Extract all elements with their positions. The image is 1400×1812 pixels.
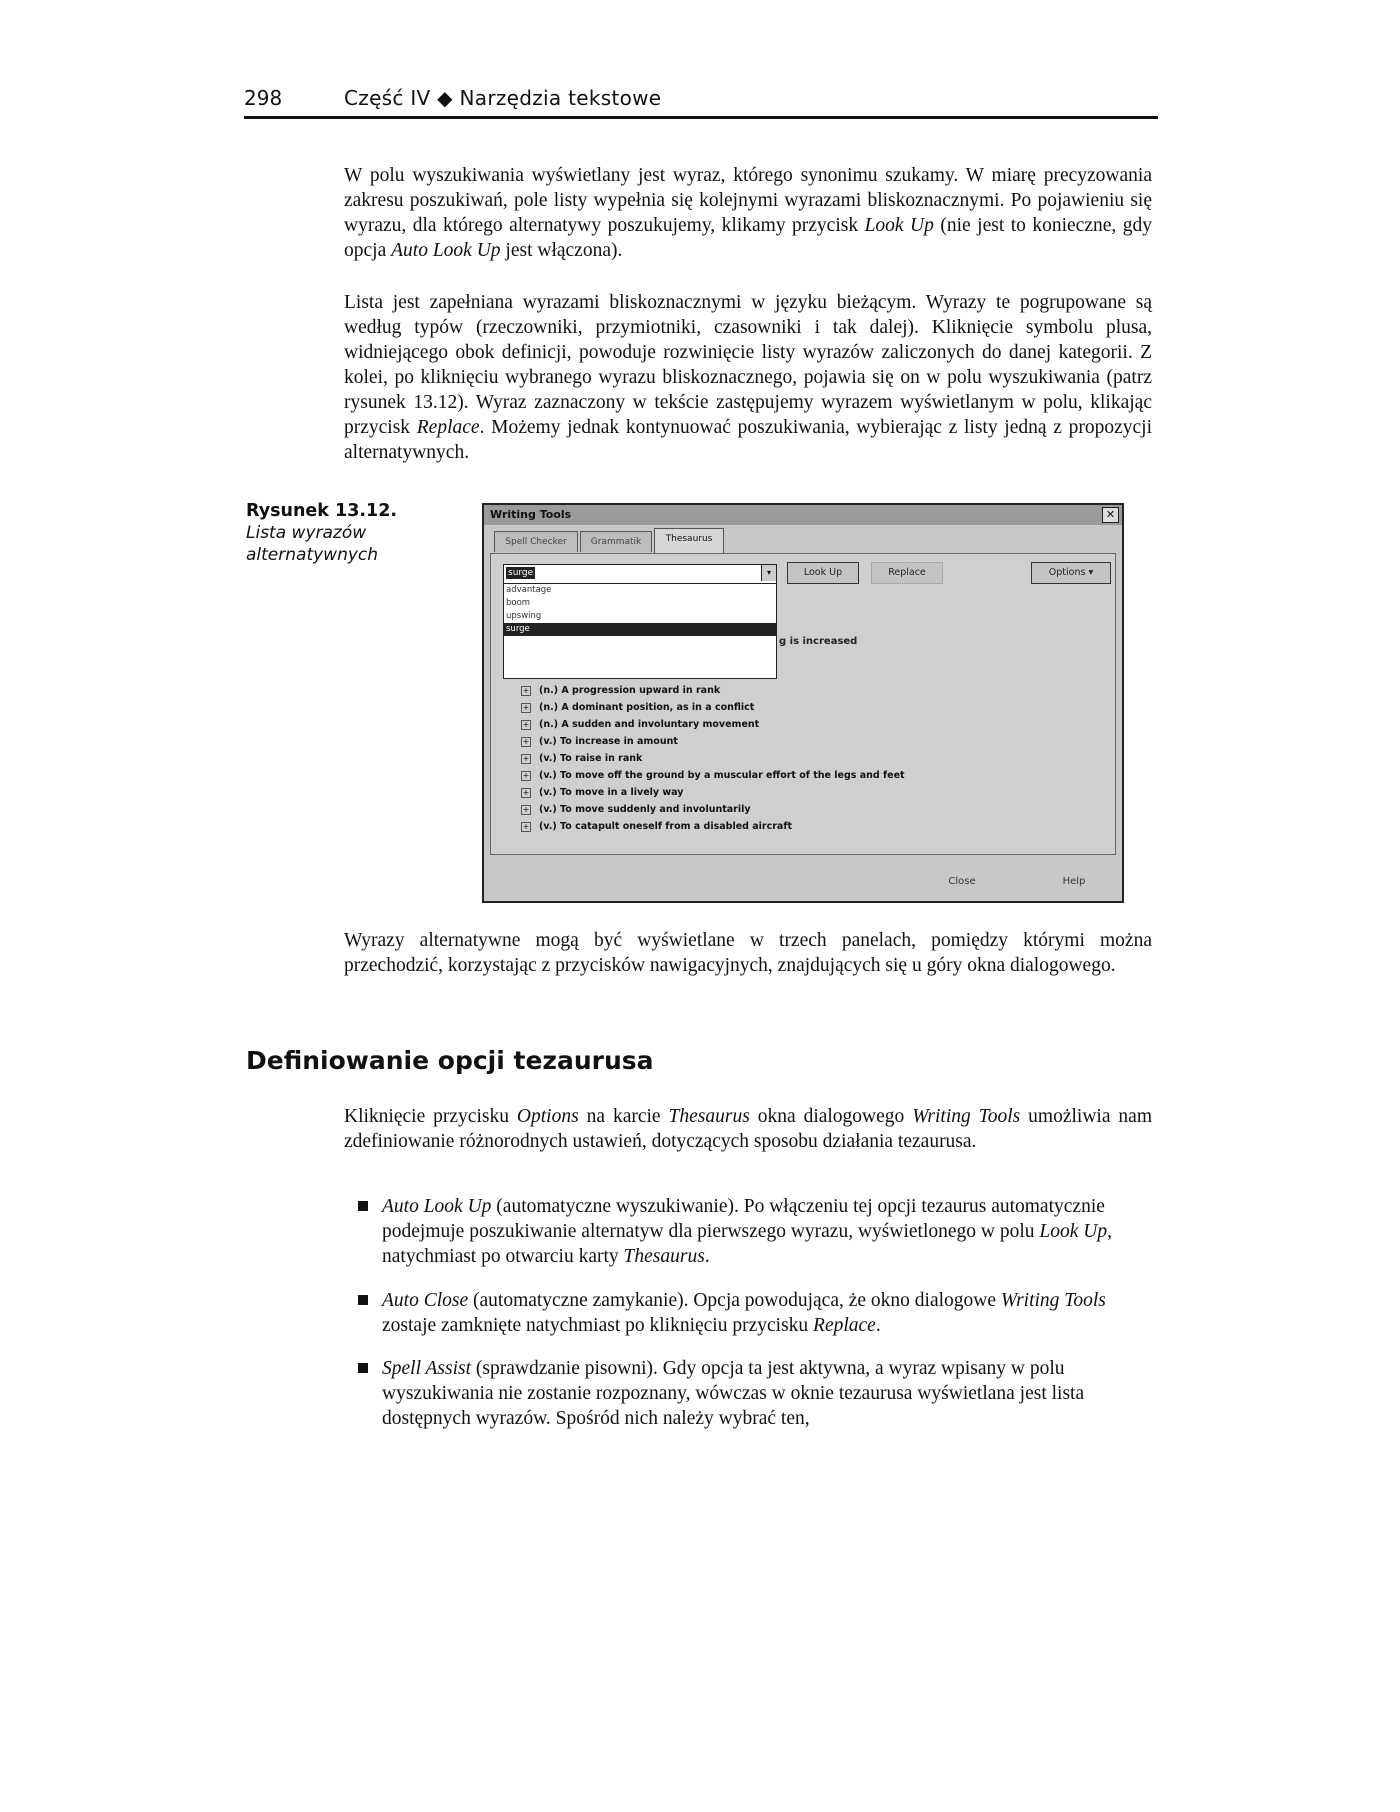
bullet-2-text-a: (automatyczne zamykanie). Opcja powodująca, że okno dialogowe — [468, 1290, 1001, 1311]
definition-row[interactable] — [521, 682, 1101, 699]
paragraph-4-text-c: okna dialogowego — [749, 1106, 913, 1127]
section-title: Definiowanie opcji tezaurusa — [246, 1046, 654, 1075]
definition-row[interactable] — [521, 733, 1101, 750]
plus-icon[interactable]: + — [522, 702, 530, 712]
figure-caption-line-2: alternatywnych — [246, 545, 379, 565]
close-button[interactable]: Close — [948, 876, 976, 887]
paragraph-4-text-d: umożliwia nam zdefiniowanie różnorodnych ustawień, dotyczących sposobu działania tezaurusa. — [344, 1106, 1153, 1152]
bullet-1-italic-2: Look Up — [1039, 1221, 1108, 1242]
help-button[interactable]: Help — [1062, 876, 1086, 887]
definition-list — [521, 682, 1101, 835]
bullet-2-italic-1: Auto Close — [382, 1290, 469, 1311]
bullet-3-italic-1: Spell Assist — [382, 1358, 472, 1379]
bullet-1-text-c: . — [704, 1246, 710, 1267]
bullet-1-italic-1: Auto Look Up — [382, 1196, 492, 1217]
dropdown-item[interactable]: upswing — [506, 611, 542, 621]
plus-icon[interactable]: + — [522, 821, 530, 831]
dialog-title-bar — [484, 505, 1122, 525]
paragraph-3: Wyrazy alternatywne mogą być wyświetlane w trzech panelach, pomiędzy którymi można przechodzić, korzystając z przycisków nawigacyjnych, znajdujących się u góry okna dialogowego. — [344, 930, 1152, 976]
definition-text: (v.) To move in a lively way — [539, 787, 684, 798]
lookup-value: surge — [508, 568, 534, 578]
tab-thesaurus[interactable]: Thesaurus — [654, 528, 724, 554]
lookup-dropdown-list — [503, 583, 777, 679]
dialog-close-icon[interactable]: ✕ — [1102, 507, 1119, 523]
definition-text: (v.) To move suddenly and involuntarily — [539, 804, 751, 815]
paragraph-1-text-c: jest włączona). — [500, 240, 623, 261]
definition-row[interactable] — [521, 716, 1101, 733]
definition-text: (v.) To catapult oneself from a disabled aircraft — [539, 821, 793, 832]
replace-button[interactable]: Replace — [871, 562, 943, 584]
page-header — [244, 84, 1158, 119]
options-button[interactable]: Options ▾ — [1031, 562, 1111, 584]
definition-first-visible: g is increased — [779, 636, 858, 647]
tab-grammatik[interactable]: Grammatik — [580, 531, 652, 552]
paragraph-1-italic-1: Look Up — [864, 215, 934, 236]
paragraph-1-text-a: W polu wyszukiwania wyświetlany jest wyraz, którego synonimu szukamy. W miarę precyzowania zakresu poszukiwań, pole listy wypełnia się kolejnymi wyrazami bliskoznacznymi. Po pojawieniu się wyrazu, dla którego alternatywy poszukujemy, klikamy przycisk — [344, 165, 1152, 236]
look-up-button[interactable]: Look Up — [787, 562, 859, 584]
plus-icon[interactable]: + — [522, 787, 530, 797]
bullet-2-italic-2: Writing Tools — [1000, 1290, 1106, 1311]
plus-icon[interactable]: + — [522, 685, 530, 695]
tab-spell-checker[interactable]: Spell Checker — [494, 531, 578, 552]
bullet-square-icon — [358, 1201, 368, 1211]
definition-row[interactable] — [521, 784, 1101, 801]
paragraph-2 — [344, 290, 1152, 465]
plus-icon[interactable]: + — [522, 736, 530, 746]
paragraph-4-italic-3: Writing Tools — [912, 1106, 1021, 1127]
paragraph-2-text-a: Lista jest zapełniana wyrazami bliskoznacznymi w języku bieżącym. Wyrazy te pogrupowane są według typów (rzeczowniki, przymiotniki, czasowniki i tak dalej). Kliknięcie symbolu plusa, widniejącego obok definicji, powoduje rozwinięcie listy wyrazów zaliczonych do danej kategorii. Z kolei, po kliknięciu wybranego wyrazu bliskoznacznego, pojawia się on w polu wyszukiwania (patrz rysunek 13.12). Wyraz zaznaczony w tekście zastępujemy wyrazem wyświetlanym w polu, klikając przycisk — [344, 292, 1152, 438]
dialog-title: Writing Tools — [490, 508, 572, 521]
definition-text: (v.) To increase in amount — [539, 736, 678, 747]
paragraph-4-text-a: Kliknięcie przycisku — [344, 1106, 517, 1127]
chapter-title: Część IV ◆ Narzędzia tekstowe — [344, 86, 662, 110]
paragraph-2-italic-1: Replace — [416, 417, 480, 438]
bullet-2-italic-3: Replace — [813, 1315, 876, 1336]
paragraph-4-text-b: na karcie — [578, 1106, 669, 1127]
paragraph-4-italic-2: Thesaurus — [668, 1106, 750, 1127]
definition-row[interactable] — [521, 699, 1101, 716]
definition-row[interactable] — [521, 767, 1101, 784]
definition-text: (v.) To raise in rank — [539, 753, 643, 764]
definition-text: (n.) A dominant position, as in a conflict — [539, 702, 755, 713]
dropdown-item-selected[interactable]: surge — [504, 623, 776, 636]
paragraph-1-text-b: (nie jest to konieczne, gdy opcja — [344, 215, 1152, 261]
definition-row[interactable] — [521, 801, 1101, 818]
bullet-1-text-b: , natychmiast po otwarciu karty — [382, 1221, 1112, 1267]
definition-text: (v.) To move off the ground by a muscular effort of the legs and feet — [539, 770, 905, 781]
chevron-down-icon[interactable]: ▾ — [761, 565, 776, 581]
figure-caption — [246, 500, 416, 566]
bullet-3-text-a: (sprawdzanie pisowni). Gdy opcja ta jest aktywna, a wyraz wpisany w polu wyszukiwania nie zostanie rozpoznany, wówczas w oknie tezaurusa wyświetlana jest lista dostępnych wyrazów. Spośród nich należy wybrać ten, — [382, 1358, 1085, 1429]
definition-row[interactable] — [521, 818, 1101, 835]
dropdown-item[interactable]: advantage — [506, 585, 552, 595]
paragraph-4-italic-1: Options — [516, 1106, 579, 1127]
definition-text: (n.) A progression upward in rank — [539, 685, 721, 696]
paragraph-1 — [344, 163, 1152, 263]
bullet-item-auto-look-up — [382, 1194, 1122, 1269]
bullet-item-auto-close — [382, 1288, 1122, 1338]
figure-caption-title: Rysunek 13.12. — [246, 501, 398, 521]
bullet-1-text-a: (automatyczne wyszukiwanie). Po włączeniu tej opcji tezaurus automatycznie podejmuje poszukiwanie alternatyw dla pierwszego wyrazu, wyświetlonego w polu — [382, 1196, 1105, 1242]
paragraph-2-text-b: . Możemy jednak kontynuować poszukiwania, wybierając z listy jedną z propozycji alternatywnych. — [344, 417, 1152, 463]
bullet-2-text-c: . — [875, 1315, 881, 1336]
plus-icon[interactable]: + — [522, 753, 530, 763]
figure-caption-line-1: Lista wyrazów — [246, 523, 367, 543]
plus-icon[interactable]: + — [522, 804, 530, 814]
bullet-2-text-b: zostaje zamknięte natychmiast po kliknięciu przycisku — [382, 1315, 814, 1336]
plus-icon[interactable]: + — [522, 719, 530, 729]
paragraph-4 — [344, 1104, 1152, 1154]
lookup-input[interactable] — [503, 564, 777, 584]
paragraph-1-italic-2: Auto Look Up — [391, 240, 501, 261]
definition-text: (n.) A sudden and involuntary movement — [539, 719, 760, 730]
definition-row[interactable] — [521, 750, 1101, 767]
dropdown-item[interactable]: boom — [506, 598, 531, 608]
thesaurus-panel — [490, 553, 1116, 855]
bullet-item-spell-assist — [382, 1356, 1122, 1431]
bullet-square-icon — [358, 1295, 368, 1305]
page-number: 298 — [244, 86, 283, 110]
bullet-square-icon — [358, 1363, 368, 1373]
plus-icon[interactable]: + — [522, 770, 530, 780]
bullet-1-italic-3: Thesaurus — [623, 1246, 705, 1267]
writing-tools-dialog-screenshot — [482, 503, 1124, 903]
